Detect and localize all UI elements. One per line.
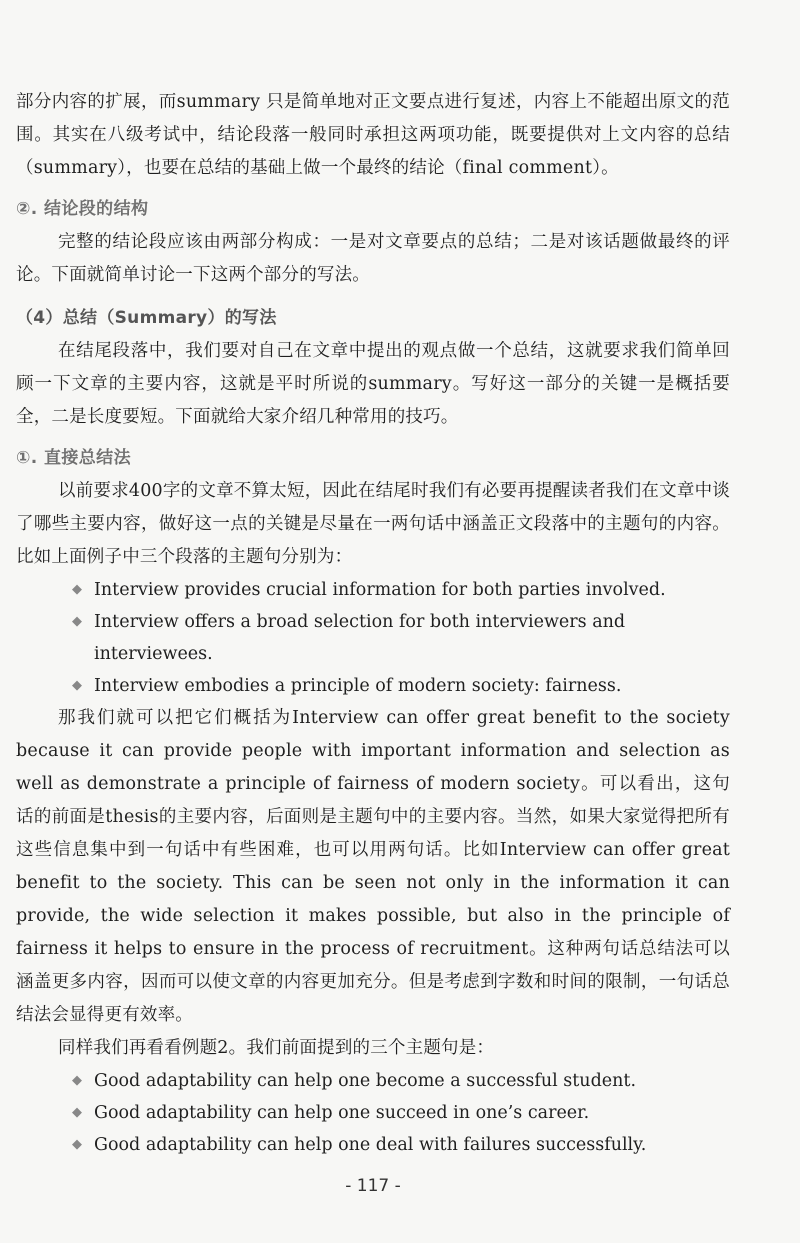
bullet-icon: ◆ [72, 582, 82, 597]
paragraph-direct-summary: 以前要求400字的文章不算太短，因此在结尾时我们有必要再提醒读者我们在文章中谈了哪些主要内容，做好这一点的关键是尽量在一两句话中涵盖正文段落中的主题句的内容。比如上面例子中三个段落的主题句分别为： [16, 481, 730, 567]
list-item: ◆ Interview embodies a principle of modern society: fairness. [16, 670, 730, 702]
topic-sentence-list-1 [16, 574, 730, 702]
list-item: ◆ Good adaptability can help one succeed in one’s career. [16, 1097, 730, 1129]
bullet-icon: ◆ [72, 614, 82, 629]
bullet-icon: ◆ [72, 1105, 82, 1120]
paragraph-summary-example: 那我们就可以把它们概括为Interview can offer great benefit to the society because it can provide people with important information and selection as well as demonstrate a principle of fairness of modern society。可以看出，这句话的前面是thesis的主要内容，后面则是主题句中的主要内容。当然，如果大家觉得把所有这些信息集中到一句话中有些困难，也可以用两句话。比如Interview can offer great benefit to the society. This can be seen not only in the information it can provide, the wide selection it makes possible, but also in the principle of fairness it helps to ensure in the process of recruitment。这种两句话总结法可以涵盖更多内容，因而可以使文章的内容更加充分。但是考虑到字数和时间的限制，一句话总结法会显得更有效率。 [16, 708, 730, 1025]
bullet-icon: ◆ [72, 1073, 82, 1088]
list-item: ◆ Good adaptability can help one become a successful student. [16, 1065, 730, 1097]
bullet-icon: ◆ [72, 1137, 82, 1152]
paragraph-summary-method: 在结尾段落中，我们要对自己在文章中提出的观点做一个总结，这就要求我们简单回顾一下文章的主要内容，这就是平时所说的summary。写好这一部分的关键一是概括要全，二是长度要短。下面就给大家介绍几种常用的技巧。 [16, 341, 730, 427]
page-number: - 117 - [345, 1176, 401, 1196]
list-item: ◆ Interview provides crucial information for both parties involved. [16, 574, 730, 606]
bullet-icon: ◆ [72, 678, 82, 693]
section-heading-conclusion-structure: ②. 结论段的结构 [16, 199, 149, 219]
paragraph-example-2-intro: 同样我们再看看例题2。我们前面提到的三个主题句是： [58, 1038, 495, 1058]
subsection-heading-summary: （4）总结（Summary）的写法 [16, 308, 277, 328]
paragraph-conclusion-structure: 完整的结论段应该由两部分构成：一是对文章要点的总结；二是对该话题做最终的评论。下面就简单讨论一下这两个部分的写法。 [16, 232, 730, 285]
paragraph-summary-intro: 部分内容的扩展，而summary 只是简单地对正文要点进行复述，内容上不能超出原文的范围。其实在八级考试中，结论段落一般同时承担这两项功能，既要提供对上文内容的总结（summary），也要在总结的基础上做一个最终的结论（final comment）。 [16, 92, 730, 178]
list-item: ◆ Good adaptability can help one deal with failures successfully. [16, 1129, 730, 1161]
topic-sentence-list-2 [16, 1065, 730, 1161]
section-heading-direct-summary: ①. 直接总结法 [16, 448, 131, 468]
list-item: ◆ Interview offers a broad selection for both interviewers and interviewees. [16, 606, 730, 670]
